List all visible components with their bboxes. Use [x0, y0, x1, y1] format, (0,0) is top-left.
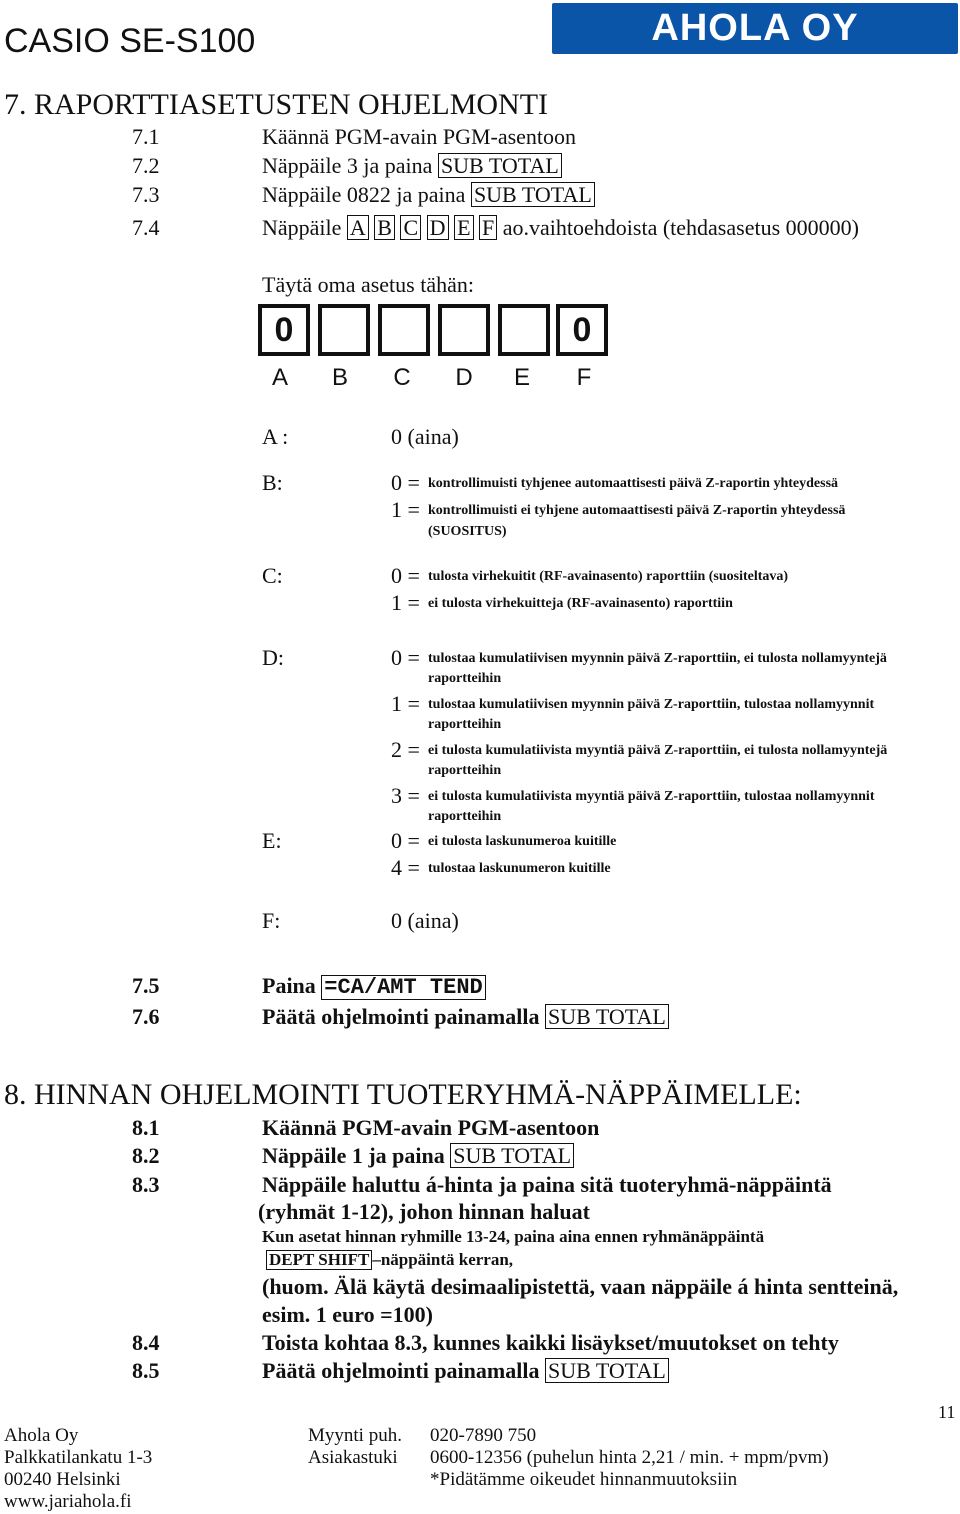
sub-total-key: SUB TOTAL	[471, 182, 595, 207]
step-text: Päätä ohjelmointi painamalla SUB TOTAL	[262, 1004, 669, 1030]
footer-support-label: Asiakastuki	[308, 1447, 398, 1468]
setting-box-f[interactable]: 0	[556, 304, 608, 356]
option-text: ei tulosta virhekuitteja (RF-avainasento) raporttiin	[428, 596, 733, 611]
option-text: raportteihin	[428, 809, 502, 824]
step-text: Näppäile A B C D E F ao.vaihtoehdoista (tehdasasetus 000000)	[262, 215, 859, 240]
option-text: kontrollimuisti tyhjenee automaattisesti päivä Z-raportin yhteydessä	[428, 476, 839, 491]
option-text: ei tulosta laskunumeroa kuitille	[428, 834, 617, 849]
key-a: A	[347, 215, 369, 240]
footer-web[interactable]: www.jariahola.fi	[4, 1491, 132, 1512]
setting-letter-c: C	[393, 364, 411, 391]
option-code: 1 =	[391, 590, 420, 615]
key-e: E	[454, 215, 473, 240]
key-b: B	[374, 215, 395, 240]
step-text: Näppäile haluttu á-hinta ja paina sitä tuoteryhmä-näppäintä	[262, 1172, 832, 1197]
fill-label: Täytä oma asetus tähän:	[262, 272, 474, 297]
option-code: 1 =	[391, 497, 420, 522]
step-text: Päätä ohjelmointi painamalla SUB TOTAL	[262, 1358, 669, 1384]
step-number: 8.4	[132, 1330, 160, 1355]
setting-letter-b: B	[331, 364, 348, 391]
setting-box-c[interactable]	[378, 304, 430, 356]
step-number: 7.5	[132, 973, 160, 998]
setting-box-d[interactable]	[438, 304, 490, 356]
step-number: 7.6	[132, 1004, 160, 1029]
dept-shift-key: DEPT SHIFT	[266, 1250, 372, 1270]
option-code: 0 =	[391, 563, 420, 588]
option-e-label: E:	[262, 828, 282, 853]
setting-box-e[interactable]	[498, 304, 550, 356]
step-number: 7.1	[132, 124, 160, 149]
option-c-label: C:	[262, 563, 283, 588]
option-a-label: A :	[262, 424, 289, 449]
company-logo	[552, 3, 958, 54]
step-text: esim. 1 euro =100)	[262, 1302, 433, 1327]
step-text: Toista kohtaa 8.3, kunnes kaikki lisäykset/muutokset on tehty	[262, 1330, 839, 1355]
option-code: 4 =	[391, 855, 420, 880]
footer-sales-phone: 020-7890 750	[430, 1425, 537, 1446]
footer-street: Palkkatilankatu 1-3	[4, 1447, 153, 1468]
step-number: 8.3	[132, 1172, 160, 1197]
option-code: 3 =	[391, 783, 420, 808]
step-number: 8.5	[132, 1358, 160, 1383]
option-text: tulostaa laskunumeron kuitille	[428, 861, 611, 876]
footer-company: Ahola Oy	[4, 1425, 79, 1446]
option-code: 0 =	[391, 470, 420, 495]
sub-total-key: SUB TOTAL	[545, 1358, 669, 1383]
setting-letter-f: F	[576, 364, 592, 391]
setting-box-a[interactable]: 0	[258, 304, 310, 356]
step-text: Näppäile 3 ja paina SUB TOTAL	[262, 153, 562, 179]
setting-letter-e: E	[513, 364, 530, 391]
logo-text: AHOLA OY	[651, 7, 859, 49]
option-text: tulostaa kumulatiivisen myynnin päivä Z-raporttiin, ei tulosta nollamyyntejä	[428, 651, 887, 666]
setting-box-b[interactable]	[318, 304, 370, 356]
option-text: ei tulosta kumulatiivista myyntiä päivä Z-raporttiin, tulostaa nollamyynnit	[428, 789, 875, 804]
key-d: D	[427, 215, 449, 240]
step-number: 8.1	[132, 1115, 160, 1140]
ca-amt-tend-key: =CA/AMT TEND	[321, 975, 485, 1000]
step-note: Kun asetat hinnan ryhmille 13-24, paina aina ennen ryhmänäppäintä	[262, 1227, 765, 1246]
footer-support-phone: 0600-12356 (puhelun hinta 2,21 / min. + mpm/pvm)	[430, 1447, 829, 1468]
footer-sales-label: Myynti puh.	[308, 1425, 402, 1446]
step-text: Käännä PGM-avain PGM-asentoon	[262, 1115, 600, 1140]
sub-total-key: SUB TOTAL	[545, 1004, 669, 1029]
document-title: CASIO SE-S100	[4, 22, 256, 60]
option-text: raportteihin	[428, 763, 502, 778]
key-f: F	[479, 215, 497, 240]
sub-total-key: SUB TOTAL	[438, 153, 562, 178]
step-note: DEPT SHIFT –näppäintä kerran,	[266, 1250, 513, 1270]
option-d-label: D:	[262, 645, 284, 670]
step-number: 7.3	[132, 182, 160, 207]
setting-letter-d: D	[455, 364, 473, 391]
option-text: raportteihin	[428, 671, 502, 686]
setting-letter-a: A	[271, 364, 288, 391]
option-code: 2 =	[391, 737, 420, 762]
section-8-heading: 8. HINNAN OHJELMOINTI TUOTERYHMÄ-NÄPPÄIMELLE:	[4, 1078, 802, 1111]
page-number: 11	[938, 1402, 956, 1422]
step-number: 8.2	[132, 1143, 160, 1168]
option-text: (SUOSITUS)	[428, 524, 507, 539]
step-text: (huom. Älä käytä desimaalipistettä, vaan näppäile á hinta sentteinä,	[262, 1274, 899, 1299]
step-text: Paina =CA/AMT TEND	[262, 973, 486, 1000]
footer-city: 00240 Helsinki	[4, 1469, 121, 1490]
option-text: raportteihin	[428, 717, 502, 732]
option-text: tulostaa kumulatiivisen myynnin päivä Z-raporttiin, tulostaa nollamyynnit	[428, 697, 875, 712]
option-a-text: 0 (aina)	[391, 424, 459, 449]
key-c: C	[400, 215, 421, 240]
option-code: 0 =	[391, 828, 420, 853]
sub-total-key: SUB TOTAL	[450, 1143, 574, 1168]
option-code: 1 =	[391, 691, 420, 716]
option-b-label: B:	[262, 470, 283, 495]
step-text: (ryhmät 1-12), johon hinnan haluat	[258, 1199, 590, 1224]
option-text: kontrollimuisti ei tyhjene automaattisesti päivä Z-raportin yhteydessä	[428, 503, 846, 518]
option-f-label: F:	[262, 908, 281, 933]
step-number: 7.4	[132, 215, 160, 240]
step-text: Näppäile 1 ja paina SUB TOTAL	[262, 1143, 574, 1169]
option-f-text: 0 (aina)	[391, 908, 459, 933]
option-text: tulosta virhekuitit (RF-avainasento) raporttiin (suositeltava)	[428, 569, 789, 584]
step-number: 7.2	[132, 153, 160, 178]
option-text: ei tulosta kumulatiivista myyntiä päivä Z-raporttiin, ei tulosta nollamyyntejä	[428, 743, 888, 758]
section-7-heading: 7. RAPORTTIASETUSTEN OHJELMONTI	[4, 88, 549, 121]
option-code: 0 =	[391, 645, 420, 670]
footer-disclaimer: *Pidätämme oikeudet hinnanmuutoksiin	[430, 1469, 738, 1490]
step-text: Käännä PGM-avain PGM-asentoon	[262, 124, 577, 149]
step-text: Näppäile 0822 ja paina SUB TOTAL	[262, 182, 595, 208]
